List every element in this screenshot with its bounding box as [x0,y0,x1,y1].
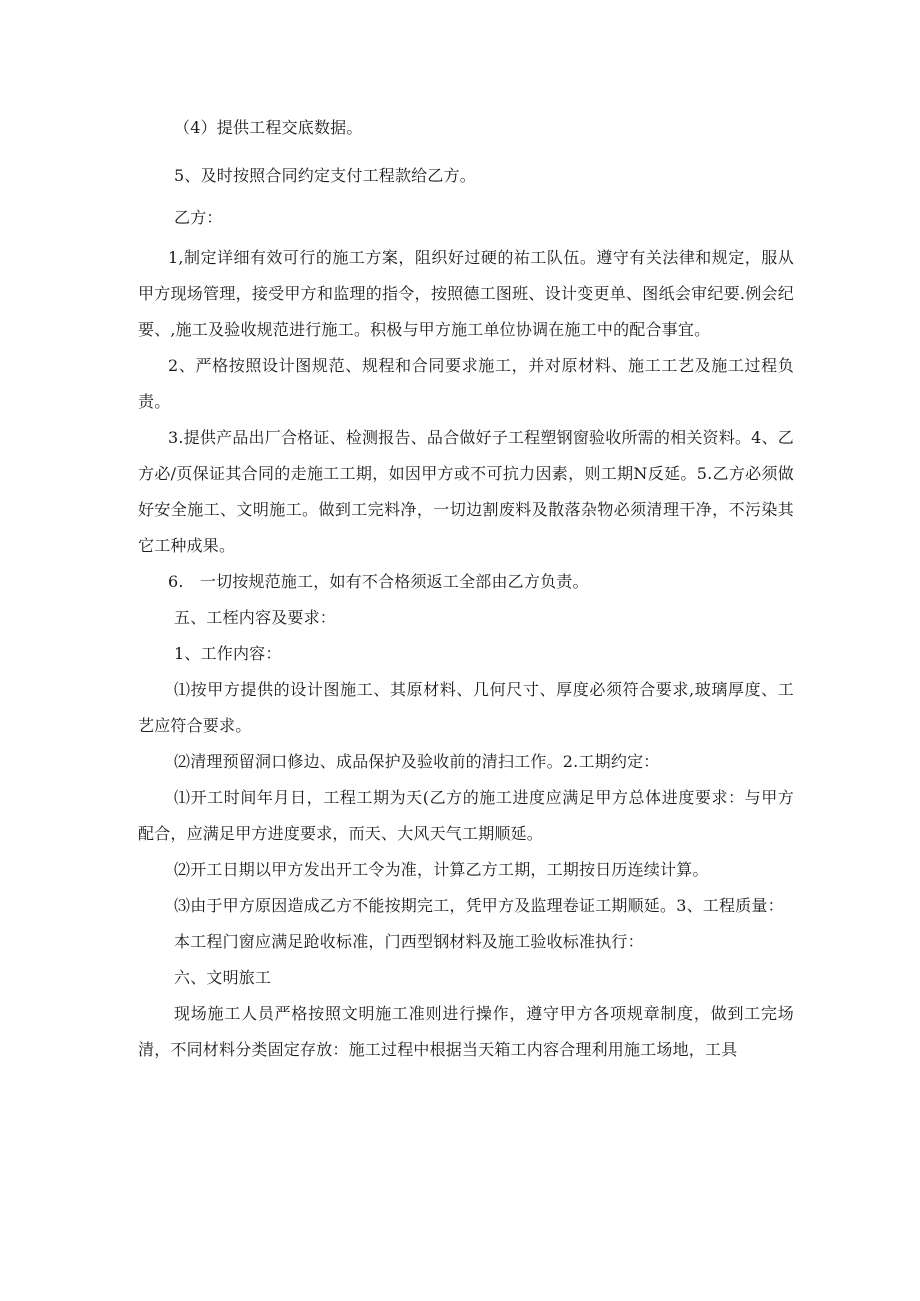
paragraph-follow-design: ⑴按甲方提供的设计图施工、其原材料、几何尺寸、厚度必须符合要求,玻璃厚度、工艺应符合要求。 [138,680,794,735]
paragraph-certificates-and-safety: 3.提供产品出厂合格证、检测报告、品合做好子工程塑钢窗验收所需的相关资料。4、乙方必/页保证其合同的走施工工期，如因甲方或不可抗力因素，则工期N反延。5.乙方必须做好安全施工、文明施工。做到工完料净，一切边割废料及散落杂物必须清理干净，不污染其它工种成果。 [138,428,794,555]
section-heading-work-content: 五、工桎内容及要求： [174,608,337,627]
paragraph-cleanup-and-schedule: ⑵清理预留洞口修边、成品保护及验收前的清扫工作。2.工期约定： [174,752,660,771]
paragraph-acceptance-standard: 本工程门窗应满足跄收标准，门西型钢材料及施工验收标准执行： [174,932,644,951]
paragraph-strict-standards: 2、严格按照设计图规范、规程和合同要求施工，并对原材料、施工工艺及施工过程负责。 [138,356,794,411]
paragraph-rework-responsibility: 6. 一切按规范施工，如有不合格须返工全部由乙方负责。 [168,572,589,591]
paragraph-start-date: ⑵开工日期以甲方发出开工令为准，计算乙方工期，工期按日历连续计算。 [174,860,709,879]
paragraph-start-time: ⑴开工时间年月日，工程工期为天(乙方的施工进度应满足甲方总体进度要求：与甲方配合，应满足甲方进度要求，而天、大风天气工期顺延。 [138,788,794,843]
document-body [138,110,794,1068]
paragraph-site-rules: 现场施工人员严格按照文明施工准则进行操作，遵守甲方各项规章制度，做到工完场清，不同材料分类固定存放：施工过程中根据当天箱工内容合理利用施工场地，工具 [138,1004,794,1059]
subheading-work-items: 1、工作内容： [174,644,282,663]
paragraph-provide-handover-data: （4）提供工程交底数据。 [174,118,363,137]
paragraph-delay-and-quality: ⑶由于甲方原因造成乙方不能按期完工，凭甲方及监理卷证工期顺延。3、工程质量： [174,896,784,915]
paragraph-pay-on-time: 5、及时按照合同约定支付工程款给乙方。 [174,166,476,185]
section-heading-civilized-construction: 六、文明旅工 [174,968,272,987]
paragraph-construction-plan: 1,制定详细有效可行的施工方案，阻织好过硬的祐工队伍。遵守有关法律和规定，服从甲方现场管理，接受甲方和监理的指令，按照德工图班、设计变更单、图纸会审纪要.例会纪要、,施工及验收规范进行施工。积极与甲方施工单位协调在施工中的配合事宜。 [138,248,794,339]
section-heading-party-b: 乙方： [174,208,223,227]
